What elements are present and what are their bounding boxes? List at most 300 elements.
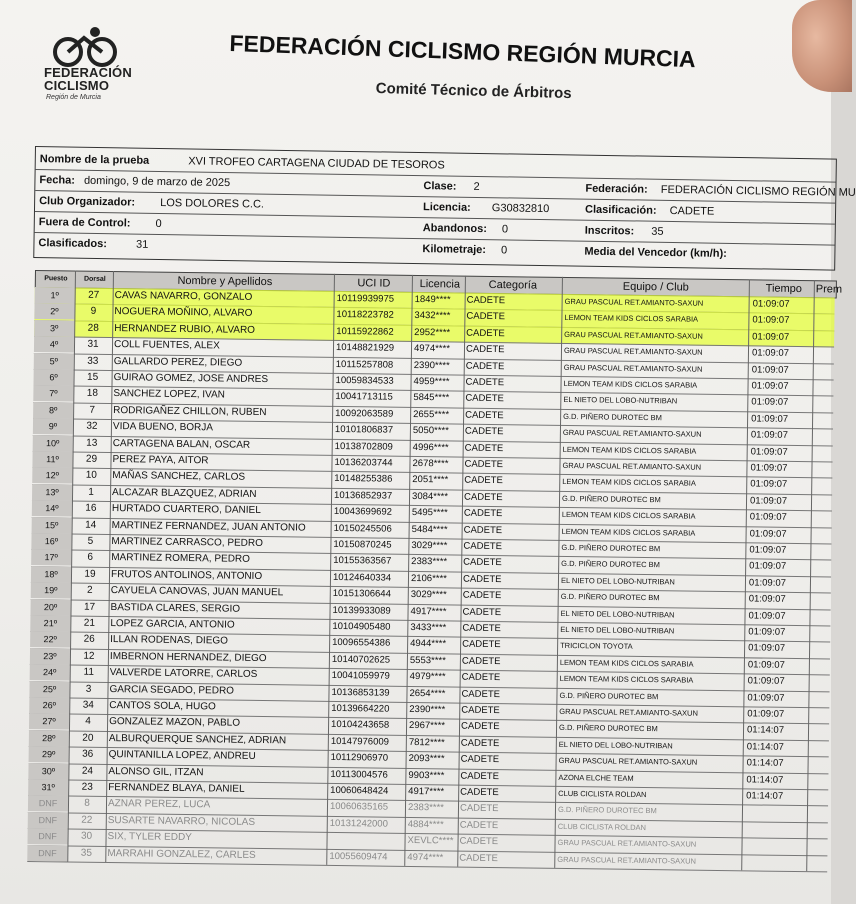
cell-puesto: 1º [35, 287, 75, 304]
cell-uci: 10115922862 [336, 325, 394, 338]
cell-puesto: 19º [31, 582, 71, 599]
cell-nombre: MARTINEZ FERNANDEZ, JUAN ANTONIO [111, 519, 306, 534]
cell-tiempo: 01:14:07 [746, 790, 784, 802]
clasificacion-value: CADETE [669, 204, 715, 218]
cell-puesto: 11º [32, 451, 72, 468]
cell-licencia: 2383**** [407, 802, 444, 814]
cell-licencia: 5553**** [409, 654, 446, 667]
cell-licencia: 2952**** [414, 326, 451, 339]
cell-puesto: 21º [30, 615, 70, 632]
cell-dorsal: 18 [86, 388, 99, 400]
cell-dorsal: 14 [85, 519, 97, 531]
cell-equipo: GRAU PASCUAL RET.AMIANTO-SAXUN [563, 346, 703, 357]
cell-categoria: CADETE [465, 409, 504, 421]
cell-licencia: 2383**** [411, 556, 448, 568]
cell-tiempo: 01:09:07 [752, 331, 790, 343]
cell-tiempo: 01:09:07 [751, 347, 790, 360]
cell-tiempo: 01:09:07 [749, 560, 787, 573]
race-info-box [33, 146, 856, 271]
cell-licencia: 5495**** [411, 507, 448, 519]
cell-nombre: MARTINEZ ROMERA, PEDRO [111, 552, 251, 566]
cell-puesto: 18º [31, 566, 71, 583]
cell-dorsal: 26 [83, 634, 95, 646]
cell-licencia: 2093**** [408, 753, 445, 765]
clasificados-label: Clasificados: [38, 237, 108, 251]
prueba-label: Nombre de la prueba [39, 153, 150, 167]
clase-label: Clase: [423, 180, 457, 193]
cell-categoria: CADETE [461, 671, 501, 684]
cell-uci: 10115257808 [335, 358, 394, 371]
cell-licencia: 2390**** [413, 359, 450, 372]
cell-puesto: 15º [32, 517, 72, 534]
cell-licencia: 7812**** [408, 736, 445, 749]
logo-region: Región de Murcia [46, 94, 101, 101]
cell-categoria: CADETE [466, 327, 505, 339]
cell-puesto: 29º [29, 746, 69, 763]
cell-tiempo [746, 838, 806, 839]
cell-uci: 10112906970 [330, 752, 389, 764]
cell-dorsal: 36 [82, 748, 94, 760]
cell-categoria: CADETE [466, 311, 506, 323]
licencia-label: Licencia: [422, 201, 471, 214]
cell-dorsal: 27 [88, 289, 100, 301]
cell-categoria: CADETE [460, 737, 500, 749]
cell-equipo: GRAU PASCUAL RET.AMIANTO-SAXUN [557, 854, 697, 866]
cell-nombre: GONZALEZ MAZON, PABLO [109, 716, 241, 730]
cell-tiempo: 01:09:07 [748, 593, 786, 606]
col-puesto: Puesto [44, 275, 68, 283]
abandonos-value: 0 [501, 223, 509, 236]
cell-categoria: CADETE [459, 803, 499, 815]
cell-uci: 10138702809 [334, 440, 393, 453]
cell-equipo: AZONA ELCHE TEAM [558, 772, 634, 783]
cell-puesto: 10º [33, 435, 73, 452]
cell-dorsal: 17 [83, 601, 96, 613]
cell-tiempo: 01:09:07 [750, 445, 788, 458]
cell-categoria: CADETE [466, 294, 506, 307]
abandonos-label: Abandonos: [422, 222, 488, 236]
cell-nombre: LOPEZ GARCIA, ANTONIO [110, 618, 235, 631]
cell-equipo: G.D. PIÑERO DUROTEC BM [557, 805, 657, 816]
cell-tiempo: 01:09:07 [750, 478, 788, 491]
finger-photo [792, 0, 852, 92]
cell-dorsal: 35 [80, 847, 93, 859]
cell-licencia: 2678**** [412, 457, 449, 470]
cell-puesto: DNF [28, 795, 68, 812]
cell-nombre: SUSARTE NAVARRO, NICOLAS [107, 814, 256, 828]
cell-equipo: GRAU PASCUAL RET.AMIANTO-SAXUN [564, 329, 703, 341]
fecha-label: Fecha: [39, 174, 76, 187]
cell-uci: 10140702625 [331, 653, 391, 666]
cell-dorsal: 6 [87, 552, 94, 564]
cell-tiempo: 01:09:07 [749, 527, 787, 540]
clasificacion-label: Clasificación: [584, 203, 657, 217]
cell-uci: 10131242000 [329, 817, 388, 830]
cell-tiempo: 01:09:07 [748, 642, 786, 655]
cell-nombre: COLL FUENTES, ALEX [113, 339, 220, 352]
cell-tiempo: 01:09:07 [748, 626, 786, 638]
cell-dorsal: 16 [85, 502, 97, 515]
cell-tiempo: 01:09:07 [751, 396, 789, 409]
cell-equipo: GRAU PASCUAL RET.AMIANTO-SAXUN [559, 706, 698, 718]
cell-equipo: EL NIETO DEL LOBO-NUTRIBAN [563, 395, 678, 406]
cell-tiempo: 01:09:07 [752, 298, 790, 310]
cell-categoria: CADETE [464, 458, 504, 471]
cell-nombre: VALVERDE LATORRE, CARLOS [109, 667, 258, 681]
cell-puesto: 8º [33, 402, 73, 419]
cell-nombre: FERNANDEZ BLAYA, DANIEL [108, 782, 245, 795]
cell-puesto: 7º [33, 385, 73, 402]
cell-categoria: CADETE [462, 589, 502, 602]
cell-nombre: SIX, TYLER EDDY [107, 831, 192, 844]
inscritos-value: 35 [651, 225, 664, 238]
col-premios: Prem [815, 283, 843, 296]
cell-nombre: ALCAZAR BLAZQUEZ, ADRIAN [112, 486, 257, 500]
cell-equipo: GRAU PASCUAL RET.AMIANTO-SAXUN [557, 838, 697, 849]
cell-categoria: CADETE [461, 655, 501, 667]
cell-dorsal: 20 [82, 732, 94, 744]
cell-uci: 10118223782 [336, 309, 394, 322]
cell-tiempo: 01:09:07 [749, 544, 787, 556]
col-tiempo: Tiempo [765, 282, 803, 296]
cell-puesto: DNF [27, 845, 67, 862]
cell-uci: 10055609474 [329, 850, 388, 863]
cell-categoria: CADETE [459, 835, 499, 848]
cell-equipo: CLUB CICLISTA ROLDAN [558, 788, 647, 800]
cell-categoria: CADETE [462, 639, 501, 651]
federacion-label: Federación: [585, 182, 648, 196]
cell-tiempo: 01:14:07 [746, 724, 785, 737]
cell-categoria: CADETE [459, 852, 498, 864]
fecha-value: domingo, 9 de marzo de 2025 [83, 174, 231, 190]
cell-licencia: 4974**** [407, 851, 444, 863]
cell-tiempo [745, 854, 805, 855]
cell-licencia: 5484**** [411, 523, 448, 536]
col-uci: UCI ID [357, 277, 391, 290]
cell-dorsal: 1 [88, 486, 94, 498]
cell-dorsal: 33 [87, 355, 99, 367]
cell-puesto: DNF [28, 812, 68, 829]
cell-puesto: 12º [32, 467, 72, 484]
cell-categoria: CADETE [465, 343, 505, 356]
cell-licencia: XEVLC**** [407, 835, 454, 847]
cell-licencia: 2654**** [409, 687, 446, 700]
page-subtitle: Comité Técnico de Árbitros [375, 80, 572, 103]
cell-licencia: 2967**** [408, 720, 446, 732]
cell-equipo: LEMON TEAM KIDS CICLOS SARABIA [563, 378, 698, 390]
cell-nombre: GARCIA SEGADO, PEDRO [109, 683, 235, 697]
cell-tiempo: 01:09:07 [751, 380, 789, 392]
cell-nombre: HERNANDEZ RUBIO, ALVARO [114, 322, 256, 336]
cell-puesto: 24º [30, 664, 70, 681]
cell-dorsal: 12 [83, 650, 95, 662]
cell-dorsal: 10 [85, 470, 97, 482]
cell-uci: 10104243658 [331, 719, 390, 732]
cell-categoria: CADETE [465, 360, 505, 372]
cell-nombre: GUIRAO GOMEZ, JOSE ANDRES [113, 372, 269, 386]
cell-nombre: CANTOS SOLA, HUGO [109, 700, 216, 713]
cell-puesto: 31º [28, 779, 68, 796]
cell-equipo: GRAU PASCUAL RET.AMIANTO-SAXUN [562, 460, 702, 472]
cell-licencia: 4974**** [413, 343, 450, 355]
cell-dorsal: 13 [86, 437, 98, 449]
cell-licencia: 2390**** [409, 703, 446, 716]
cell-uci: 10139933089 [332, 604, 391, 617]
club-label: Club Organizador: [39, 195, 136, 209]
cell-dorsal: 2 [86, 584, 93, 596]
cell-puesto: 2º [34, 303, 74, 320]
fuera-value: 0 [155, 217, 162, 230]
cell-categoria: CADETE [463, 557, 502, 569]
cell-nombre: VIDA BUENO, BORJA [112, 421, 214, 434]
fuera-label: Fuera de Control: [38, 216, 131, 230]
cell-uci: 10124640334 [332, 571, 392, 584]
cell-equipo: LEMON TEAM KIDS CICLOS SARABIA [561, 526, 696, 538]
cell-dorsal: 28 [87, 322, 99, 334]
cell-licencia: 9903**** [408, 769, 445, 781]
cell-tiempo: 01:09:07 [748, 609, 786, 622]
cell-dorsal: 7 [89, 404, 96, 416]
cell-equipo: LEMON TEAM KIDS CICLOS SARABIA [559, 657, 694, 669]
cell-uci: 10150870245 [333, 538, 392, 551]
cell-tiempo: 01:09:07 [750, 462, 788, 474]
cell-equipo: G.D. PIÑERO DUROTEC BM [561, 559, 661, 570]
col-equipo: Equipo / Club [622, 280, 689, 294]
cell-dorsal: 3 [85, 683, 92, 695]
cell-tiempo: 01:09:07 [747, 675, 785, 688]
cell-licencia: 4884**** [407, 818, 444, 831]
cell-categoria: CADETE [463, 491, 503, 503]
cell-categoria: CADETE [465, 393, 504, 405]
cell-categoria: CADETE [462, 606, 502, 618]
cell-uci: 10150245506 [333, 522, 392, 535]
cell-uci: 10136853139 [331, 686, 390, 699]
cell-categoria: CADETE [460, 753, 500, 766]
cell-equipo: GRAU PASCUAL RET.AMIANTO-SAXUN [564, 296, 704, 308]
cell-equipo: EL NIETO DEL LOBO-NUTRIBAN [560, 575, 675, 587]
cell-dorsal: 19 [84, 568, 96, 580]
prueba-value: XVI TROFEO CARTAGENA CIUDAD DE TESOROS [188, 155, 445, 172]
cell-licencia: 4917**** [410, 605, 447, 618]
cell-dorsal: 29 [85, 453, 98, 465]
col-categoria: Categoría [488, 278, 538, 292]
cell-tiempo [746, 821, 806, 822]
cell-uci: 10060635165 [329, 801, 389, 814]
cell-tiempo: 01:09:07 [749, 511, 787, 524]
cell-uci: 10147976009 [330, 735, 390, 748]
cell-tiempo: 01:09:07 [747, 708, 785, 720]
cell-licencia: 3084**** [411, 490, 449, 503]
cell-puesto: 3º [34, 320, 74, 337]
results-table [35, 270, 843, 866]
cell-puesto: 30º [28, 763, 68, 780]
cell-licencia: 4979**** [409, 671, 446, 683]
cell-categoria: CADETE [463, 507, 503, 520]
cell-tiempo: 01:09:07 [749, 495, 788, 507]
clasificados-value: 31 [135, 238, 149, 251]
cell-nombre: ALONSO GIL, ITZAN [108, 765, 204, 778]
cell-uci: 10041713115 [335, 391, 393, 404]
cell-nombre: BASTIDA CLARES, SERGIO [110, 601, 241, 615]
cell-equipo: G.D. PIÑERO DUROTEC BM [563, 411, 662, 423]
cell-nombre: MAÑAS SANCHEZ, CARLOS [112, 470, 246, 484]
cell-equipo: GRAU PASCUAL RET.AMIANTO-SAXUN [563, 362, 703, 374]
cell-categoria: CADETE [463, 540, 503, 553]
cell-uci: 10136852937 [334, 489, 393, 502]
cell-tiempo: 01:09:07 [751, 363, 789, 376]
cell-uci: 10151306644 [332, 588, 391, 600]
cell-categoria: CADETE [461, 704, 500, 717]
cell-dorsal: 34 [82, 699, 94, 711]
cell-categoria: CADETE [461, 688, 501, 700]
cell-licencia: 1849**** [414, 293, 451, 306]
cell-nombre: CAVAS NAVARRO, GONZALO [114, 290, 253, 303]
cell-licencia: 4996**** [412, 441, 449, 454]
cell-puesto: 22º [30, 631, 70, 648]
cell-uci: 10148255386 [334, 473, 393, 486]
cell-equipo: LEMON TEAM KIDS CICLOS SARABIA [564, 313, 699, 325]
cell-categoria: CADETE [460, 770, 500, 782]
cell-equipo: G.D. PIÑERO DUROTEC BM [561, 542, 661, 554]
cell-tiempo: 01:09:07 [751, 413, 789, 425]
cell-equipo: G.D. PIÑERO DUROTEC BM [558, 723, 658, 734]
cell-licencia: 4917**** [408, 785, 445, 798]
licencia-value: G30832810 [491, 202, 550, 216]
cell-equipo: LEMON TEAM KIDS CICLOS SARABIA [559, 674, 694, 685]
cell-dorsal: 9 [90, 306, 97, 318]
cell-equipo: G.D. PIÑERO DUROTEC BM [560, 592, 660, 603]
cell-puesto: 28º [29, 730, 69, 747]
cell-uci: 10104905480 [332, 620, 391, 633]
cell-tiempo: 01:09:07 [752, 314, 790, 327]
cell-nombre: GALLARDO PEREZ, DIEGO [113, 355, 243, 369]
cell-tiempo [746, 805, 806, 806]
cell-uci: 10136203744 [334, 456, 393, 469]
cell-categoria: CADETE [460, 786, 499, 799]
col-dorsal: Dorsal [83, 275, 106, 283]
cell-categoria: CADETE [465, 376, 505, 389]
cell-nombre: QUINTANILLA LOPEZ, ANDREU [108, 749, 256, 763]
cell-uci: 10092063589 [335, 407, 394, 420]
cell-licencia: 3029**** [411, 539, 448, 552]
cell-nombre: PEREZ PAYA, AITOR [112, 454, 209, 467]
cell-puesto: 5º [34, 353, 74, 370]
cell-uci: 10060648424 [330, 784, 389, 797]
cell-equipo: LEMON TEAM KIDS CICLOS SARABIA [562, 444, 697, 456]
cell-nombre: MARTINEZ CARRASCO, PEDRO [111, 536, 264, 550]
cell-nombre: MARRAHI GONZALEZ, CARLES [107, 847, 256, 861]
page-title: FEDERACIÓN CICLISMO REGIÓN MURCIA [229, 30, 697, 73]
cell-puesto: 9º [33, 418, 73, 435]
cell-uci: 10113004576 [330, 768, 388, 781]
cell-nombre: NOGUERA MOÑINO, ALVARO [114, 306, 253, 320]
cell-dorsal: 32 [86, 420, 98, 433]
cell-categoria: CADETE [460, 721, 500, 733]
cell-categoria: CADETE [464, 475, 503, 487]
cell-equipo: EL NIETO DEL LOBO-NUTRIBAN [560, 608, 675, 619]
cell-uci: 10096554386 [332, 637, 391, 650]
cell-nombre: HURTADO CUARTERO, DANIEL [111, 503, 261, 517]
cell-equipo: LEMON TEAM KIDS CICLOS SARABIA [561, 510, 696, 521]
cell-categoria: CADETE [464, 425, 504, 438]
cell-uci: 10119939975 [336, 292, 395, 305]
cell-puesto: 17º [31, 549, 71, 566]
logo-text: FEDERACIÓN CICLISMO [44, 65, 132, 93]
cell-categoria: CADETE [463, 524, 503, 536]
cell-puesto: 14º [32, 500, 72, 517]
cell-equipo: EL NIETO DEL LOBO-NUTRIBAN [560, 624, 675, 636]
cell-puesto: 4º [34, 336, 74, 353]
cell-dorsal: 5 [87, 535, 94, 547]
cell-tiempo: 01:14:07 [746, 757, 784, 770]
media-label: Media del Vencedor (km/h): [584, 245, 727, 260]
cell-equipo: G.D. PIÑERO DUROTEC BM [559, 690, 659, 701]
cell-uci: 10139664220 [331, 702, 390, 715]
cell-tiempo: 01:09:07 [748, 577, 787, 589]
cell-dorsal: 11 [83, 666, 94, 678]
cell-licencia: 2106**** [410, 572, 447, 585]
cell-puesto: 25º [29, 681, 69, 698]
km-label: Kilometraje: [422, 243, 487, 257]
cell-licencia: 3433**** [410, 621, 447, 634]
cell-dorsal: 23 [81, 781, 93, 793]
clase-value: 2 [473, 180, 480, 193]
cell-dorsal: 24 [81, 765, 94, 777]
cell-dorsal: 15 [86, 371, 99, 383]
cell-licencia: 4944**** [410, 638, 447, 650]
cell-licencia: 3029**** [410, 589, 447, 601]
cell-nombre: ALBURQUERQUE SANCHEZ, ADRIAN [108, 732, 287, 747]
cell-puesto: 20º [30, 599, 70, 616]
cell-uci: 10043699692 [333, 506, 393, 518]
cell-dorsal: 4 [85, 716, 91, 728]
cell-puesto: DNF [27, 828, 67, 845]
federacion-value: FEDERACIÓN CICLISMO REGIÓN MU [660, 183, 856, 199]
cell-categoria: CADETE [462, 622, 501, 635]
cell-uci: 10148821929 [335, 342, 395, 354]
cell-uci: 10041059979 [331, 670, 390, 682]
cell-tiempo: 01:14:07 [746, 741, 784, 753]
club-value: LOS DOLORES C.C. [160, 196, 265, 211]
cell-dorsal: 22 [81, 814, 93, 826]
cell-equipo: GRAU PASCUAL RET.AMIANTO-SAXUN [562, 428, 702, 439]
cell-categoria: CADETE [459, 819, 499, 831]
cell-nombre: RODRIGAÑEZ CHILLON, RUBEN [113, 404, 267, 418]
cell-nombre: CARTAGENA BALAN, OSCAR [112, 437, 251, 451]
cell-categoria: CADETE [464, 442, 504, 454]
cell-licencia: 3432**** [414, 310, 451, 322]
cell-equipo: CLUB CICLISTA ROLDAN [557, 821, 647, 832]
cell-equipo: LEMON TEAM KIDS CICLOS SARABIA [562, 477, 696, 489]
cell-dorsal: 21 [83, 617, 96, 629]
cell-uci: 10101806837 [334, 424, 394, 436]
cell-puesto: 27º [29, 713, 69, 730]
col-licencia: Licencia [419, 278, 461, 291]
cell-dorsal: 8 [84, 798, 90, 810]
km-value: 0 [500, 244, 508, 257]
cell-tiempo: 01:09:07 [747, 659, 785, 671]
inscritos-label: Inscritos: [584, 224, 635, 238]
cell-puesto: 6º [33, 369, 73, 386]
cell-equipo: GRAU PASCUAL RET.AMIANTO-SAXUN [558, 756, 698, 767]
cell-equipo: EL NIETO DEL LOBO-NUTRIBAN [558, 739, 673, 751]
cell-nombre: SANCHEZ LOPEZ, IVAN [113, 388, 225, 401]
cell-tiempo: 01:09:07 [750, 429, 788, 442]
cell-licencia: 5845**** [413, 392, 450, 404]
cell-equipo: TRICICLON TOYOTA [560, 641, 633, 652]
cell-uci: 10155363567 [333, 555, 392, 568]
cell-licencia: 2655**** [413, 408, 450, 421]
